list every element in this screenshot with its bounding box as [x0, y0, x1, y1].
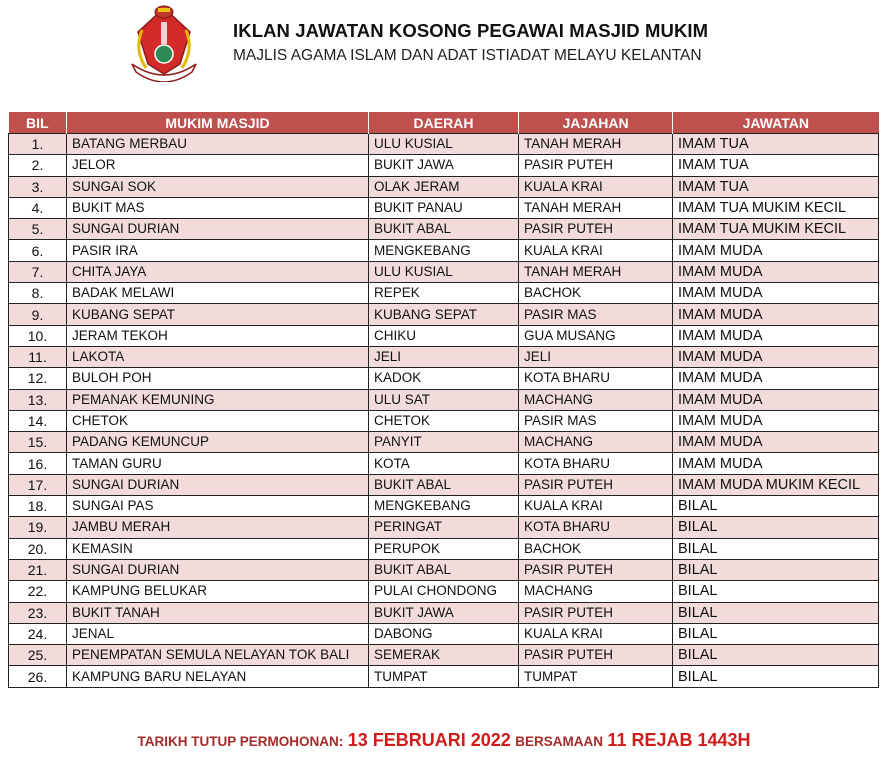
- mukim-masjid-cell: BULOH POH: [67, 368, 369, 389]
- jawatan-cell: BILAL: [673, 581, 879, 602]
- table-row: [9, 645, 879, 666]
- mukim-masjid-cell: BATANG MERBAU: [67, 134, 369, 155]
- mukim-masjid-cell: KEMASIN: [67, 538, 369, 559]
- jawatan-cell: BILAL: [673, 602, 879, 623]
- daerah-cell: ULU KUSIAL: [369, 261, 519, 282]
- mukim-masjid-cell: TAMAN GURU: [67, 453, 369, 474]
- jajahan-cell: PASIR PUTEH: [519, 474, 673, 495]
- bil-cell: 17.: [9, 474, 67, 495]
- column-header-jawatan: JAWATAN: [673, 112, 879, 134]
- column-header-daerah: DAERAH: [369, 112, 519, 134]
- jajahan-cell: KUALA KRAI: [519, 623, 673, 644]
- jajahan-cell: KOTA BHARU: [519, 368, 673, 389]
- daerah-cell: JELI: [369, 346, 519, 367]
- jawatan-cell: IMAM MUDA: [673, 410, 879, 431]
- mukim-masjid-cell: SUNGAI DURIAN: [67, 219, 369, 240]
- mukim-masjid-cell: PEMANAK KEMUNING: [67, 389, 369, 410]
- closing-date-label: TARIKH TUTUP PERMOHONAN:: [137, 734, 344, 749]
- table-row: [9, 325, 879, 346]
- daerah-cell: PERUPOK: [369, 538, 519, 559]
- bil-cell: 10.: [9, 325, 67, 346]
- column-header-jajahan: JAJAHAN: [519, 112, 673, 134]
- jajahan-cell: MACHANG: [519, 389, 673, 410]
- jawatan-cell: IMAM MUDA: [673, 325, 879, 346]
- daerah-cell: ULU KUSIAL: [369, 134, 519, 155]
- bil-cell: 13.: [9, 389, 67, 410]
- closing-date-connector: BERSAMAAN: [515, 734, 603, 749]
- jajahan-cell: TANAH MERAH: [519, 134, 673, 155]
- table-row: [9, 474, 879, 495]
- jawatan-cell: BILAL: [673, 538, 879, 559]
- table-row: [9, 623, 879, 644]
- table-row: [9, 666, 879, 687]
- maik-crest-logo: [128, 2, 200, 82]
- table-row: [9, 453, 879, 474]
- jajahan-cell: PASIR PUTEH: [519, 219, 673, 240]
- jawatan-cell: IMAM MUDA: [673, 389, 879, 410]
- jajahan-cell: TANAH MERAH: [519, 261, 673, 282]
- bil-cell: 18.: [9, 496, 67, 517]
- mukim-masjid-cell: JENAL: [67, 623, 369, 644]
- mukim-masjid-cell: LAKOTA: [67, 346, 369, 367]
- jawatan-cell: IMAM MUDA: [673, 283, 879, 304]
- jawatan-cell: IMAM TUA MUKIM KECIL: [673, 197, 879, 218]
- daerah-cell: SEMERAK: [369, 645, 519, 666]
- daerah-cell: DABONG: [369, 623, 519, 644]
- bil-cell: 6.: [9, 240, 67, 261]
- table-row: [9, 240, 879, 261]
- daerah-cell: BUKIT JAWA: [369, 155, 519, 176]
- jawatan-cell: IMAM TUA: [673, 155, 879, 176]
- closing-date-notice: [0, 730, 888, 751]
- mukim-masjid-cell: PADANG KEMUNCUP: [67, 432, 369, 453]
- jajahan-cell: KOTA BHARU: [519, 517, 673, 538]
- table-row: [9, 283, 879, 304]
- bil-cell: 2.: [9, 155, 67, 176]
- table-header-row: [9, 112, 879, 134]
- table-row: [9, 517, 879, 538]
- jajahan-cell: PASIR PUTEH: [519, 645, 673, 666]
- jawatan-cell: IMAM TUA: [673, 176, 879, 197]
- jajahan-cell: KUALA KRAI: [519, 176, 673, 197]
- daerah-cell: TUMPAT: [369, 666, 519, 687]
- bil-cell: 22.: [9, 581, 67, 602]
- mukim-masjid-cell: SUNGAI SOK: [67, 176, 369, 197]
- vacancy-table: [8, 112, 879, 688]
- bil-cell: 21.: [9, 559, 67, 580]
- table-row: [9, 368, 879, 389]
- jajahan-cell: PASIR MAS: [519, 410, 673, 431]
- jajahan-cell: PASIR PUTEH: [519, 602, 673, 623]
- jajahan-cell: TUMPAT: [519, 666, 673, 687]
- daerah-cell: KUBANG SEPAT: [369, 304, 519, 325]
- closing-hijri-date: 11 REJAB 1443H: [607, 730, 751, 750]
- bil-cell: 5.: [9, 219, 67, 240]
- mukim-masjid-cell: KAMPUNG BARU NELAYAN: [67, 666, 369, 687]
- mukim-masjid-cell: KAMPUNG BELUKAR: [67, 581, 369, 602]
- jawatan-cell: IMAM MUDA: [673, 240, 879, 261]
- jajahan-cell: BACHOK: [519, 538, 673, 559]
- table-row: [9, 197, 879, 218]
- jajahan-cell: PASIR PUTEH: [519, 155, 673, 176]
- daerah-cell: PANYIT: [369, 432, 519, 453]
- daerah-cell: BUKIT ABAL: [369, 559, 519, 580]
- bil-cell: 1.: [9, 134, 67, 155]
- daerah-cell: BUKIT ABAL: [369, 474, 519, 495]
- table-row: [9, 346, 879, 367]
- table-row: [9, 134, 879, 155]
- jawatan-cell: BILAL: [673, 666, 879, 687]
- mukim-masjid-cell: KUBANG SEPAT: [67, 304, 369, 325]
- jajahan-cell: KOTA BHARU: [519, 453, 673, 474]
- jawatan-cell: IMAM MUDA MUKIM KECIL: [673, 474, 879, 495]
- bil-cell: 23.: [9, 602, 67, 623]
- bil-cell: 25.: [9, 645, 67, 666]
- jawatan-cell: BILAL: [673, 517, 879, 538]
- jajahan-cell: PASIR PUTEH: [519, 559, 673, 580]
- jawatan-cell: IMAM MUDA: [673, 368, 879, 389]
- mukim-masjid-cell: CHITA JAYA: [67, 261, 369, 282]
- daerah-cell: CHETOK: [369, 410, 519, 431]
- jawatan-cell: IMAM MUDA: [673, 432, 879, 453]
- jawatan-cell: IMAM MUDA: [673, 304, 879, 325]
- mukim-masjid-cell: PENEMPATAN SEMULA NELAYAN TOK BALI: [67, 645, 369, 666]
- mukim-masjid-cell: CHETOK: [67, 410, 369, 431]
- table-row: [9, 538, 879, 559]
- jajahan-cell: JELI: [519, 346, 673, 367]
- mukim-masjid-cell: PASIR IRA: [67, 240, 369, 261]
- daerah-cell: MENGKEBANG: [369, 240, 519, 261]
- table-row: [9, 432, 879, 453]
- daerah-cell: MENGKEBANG: [369, 496, 519, 517]
- mukim-masjid-cell: BUKIT MAS: [67, 197, 369, 218]
- page-subtitle: MAJLIS AGAMA ISLAM DAN ADAT ISTIADAT MELAYU KELANTAN: [233, 47, 702, 64]
- column-header-bil: BIL: [9, 112, 67, 134]
- bil-cell: 3.: [9, 176, 67, 197]
- table-row: [9, 176, 879, 197]
- bil-cell: 9.: [9, 304, 67, 325]
- jajahan-cell: GUA MUSANG: [519, 325, 673, 346]
- bil-cell: 26.: [9, 666, 67, 687]
- jajahan-cell: TANAH MERAH: [519, 197, 673, 218]
- mukim-masjid-cell: SUNGAI DURIAN: [67, 474, 369, 495]
- page-title: IKLAN JAWATAN KOSONG PEGAWAI MASJID MUKIM: [233, 20, 709, 41]
- table-row: [9, 410, 879, 431]
- bil-cell: 14.: [9, 410, 67, 431]
- table-row: [9, 602, 879, 623]
- daerah-cell: OLAK JERAM: [369, 176, 519, 197]
- table-row: [9, 559, 879, 580]
- jajahan-cell: KUALA KRAI: [519, 240, 673, 261]
- jawatan-cell: BILAL: [673, 496, 879, 517]
- mukim-masjid-cell: JAMBU MERAH: [67, 517, 369, 538]
- daerah-cell: BUKIT ABAL: [369, 219, 519, 240]
- jawatan-cell: IMAM MUDA: [673, 453, 879, 474]
- table-row: [9, 261, 879, 282]
- daerah-cell: PERINGAT: [369, 517, 519, 538]
- jawatan-cell: IMAM TUA MUKIM KECIL: [673, 219, 879, 240]
- jawatan-cell: BILAL: [673, 623, 879, 644]
- jawatan-cell: BILAL: [673, 645, 879, 666]
- mukim-masjid-cell: JERAM TEKOH: [67, 325, 369, 346]
- jawatan-cell: IMAM MUDA: [673, 261, 879, 282]
- bil-cell: 24.: [9, 623, 67, 644]
- daerah-cell: ULU SAT: [369, 389, 519, 410]
- daerah-cell: KOTA: [369, 453, 519, 474]
- table-row: [9, 155, 879, 176]
- jajahan-cell: BACHOK: [519, 283, 673, 304]
- jajahan-cell: MACHANG: [519, 432, 673, 453]
- bil-cell: 7.: [9, 261, 67, 282]
- jawatan-cell: IMAM TUA: [673, 134, 879, 155]
- bil-cell: 15.: [9, 432, 67, 453]
- column-header-mukim-masjid: MUKIM MASJID: [67, 112, 369, 134]
- table-row: [9, 304, 879, 325]
- mukim-masjid-cell: SUNGAI DURIAN: [67, 559, 369, 580]
- jajahan-cell: PASIR MAS: [519, 304, 673, 325]
- daerah-cell: REPEK: [369, 283, 519, 304]
- bil-cell: 4.: [9, 197, 67, 218]
- table-row: [9, 496, 879, 517]
- mukim-masjid-cell: SUNGAI PAS: [67, 496, 369, 517]
- bil-cell: 12.: [9, 368, 67, 389]
- table-row: [9, 219, 879, 240]
- mukim-masjid-cell: JELOR: [67, 155, 369, 176]
- bil-cell: 20.: [9, 538, 67, 559]
- jawatan-cell: IMAM MUDA: [673, 346, 879, 367]
- jajahan-cell: MACHANG: [519, 581, 673, 602]
- mukim-masjid-cell: BUKIT TANAH: [67, 602, 369, 623]
- table-row: [9, 581, 879, 602]
- bil-cell: 16.: [9, 453, 67, 474]
- daerah-cell: CHIKU: [369, 325, 519, 346]
- daerah-cell: PULAI CHONDONG: [369, 581, 519, 602]
- closing-date: 13 FEBRUARI 2022: [347, 730, 511, 750]
- mukim-masjid-cell: BADAK MELAWI: [67, 283, 369, 304]
- bil-cell: 19.: [9, 517, 67, 538]
- bil-cell: 11.: [9, 346, 67, 367]
- jajahan-cell: KUALA KRAI: [519, 496, 673, 517]
- jawatan-cell: BILAL: [673, 559, 879, 580]
- table-row: [9, 389, 879, 410]
- daerah-cell: KADOK: [369, 368, 519, 389]
- daerah-cell: BUKIT JAWA: [369, 602, 519, 623]
- bil-cell: 8.: [9, 283, 67, 304]
- daerah-cell: BUKIT PANAU: [369, 197, 519, 218]
